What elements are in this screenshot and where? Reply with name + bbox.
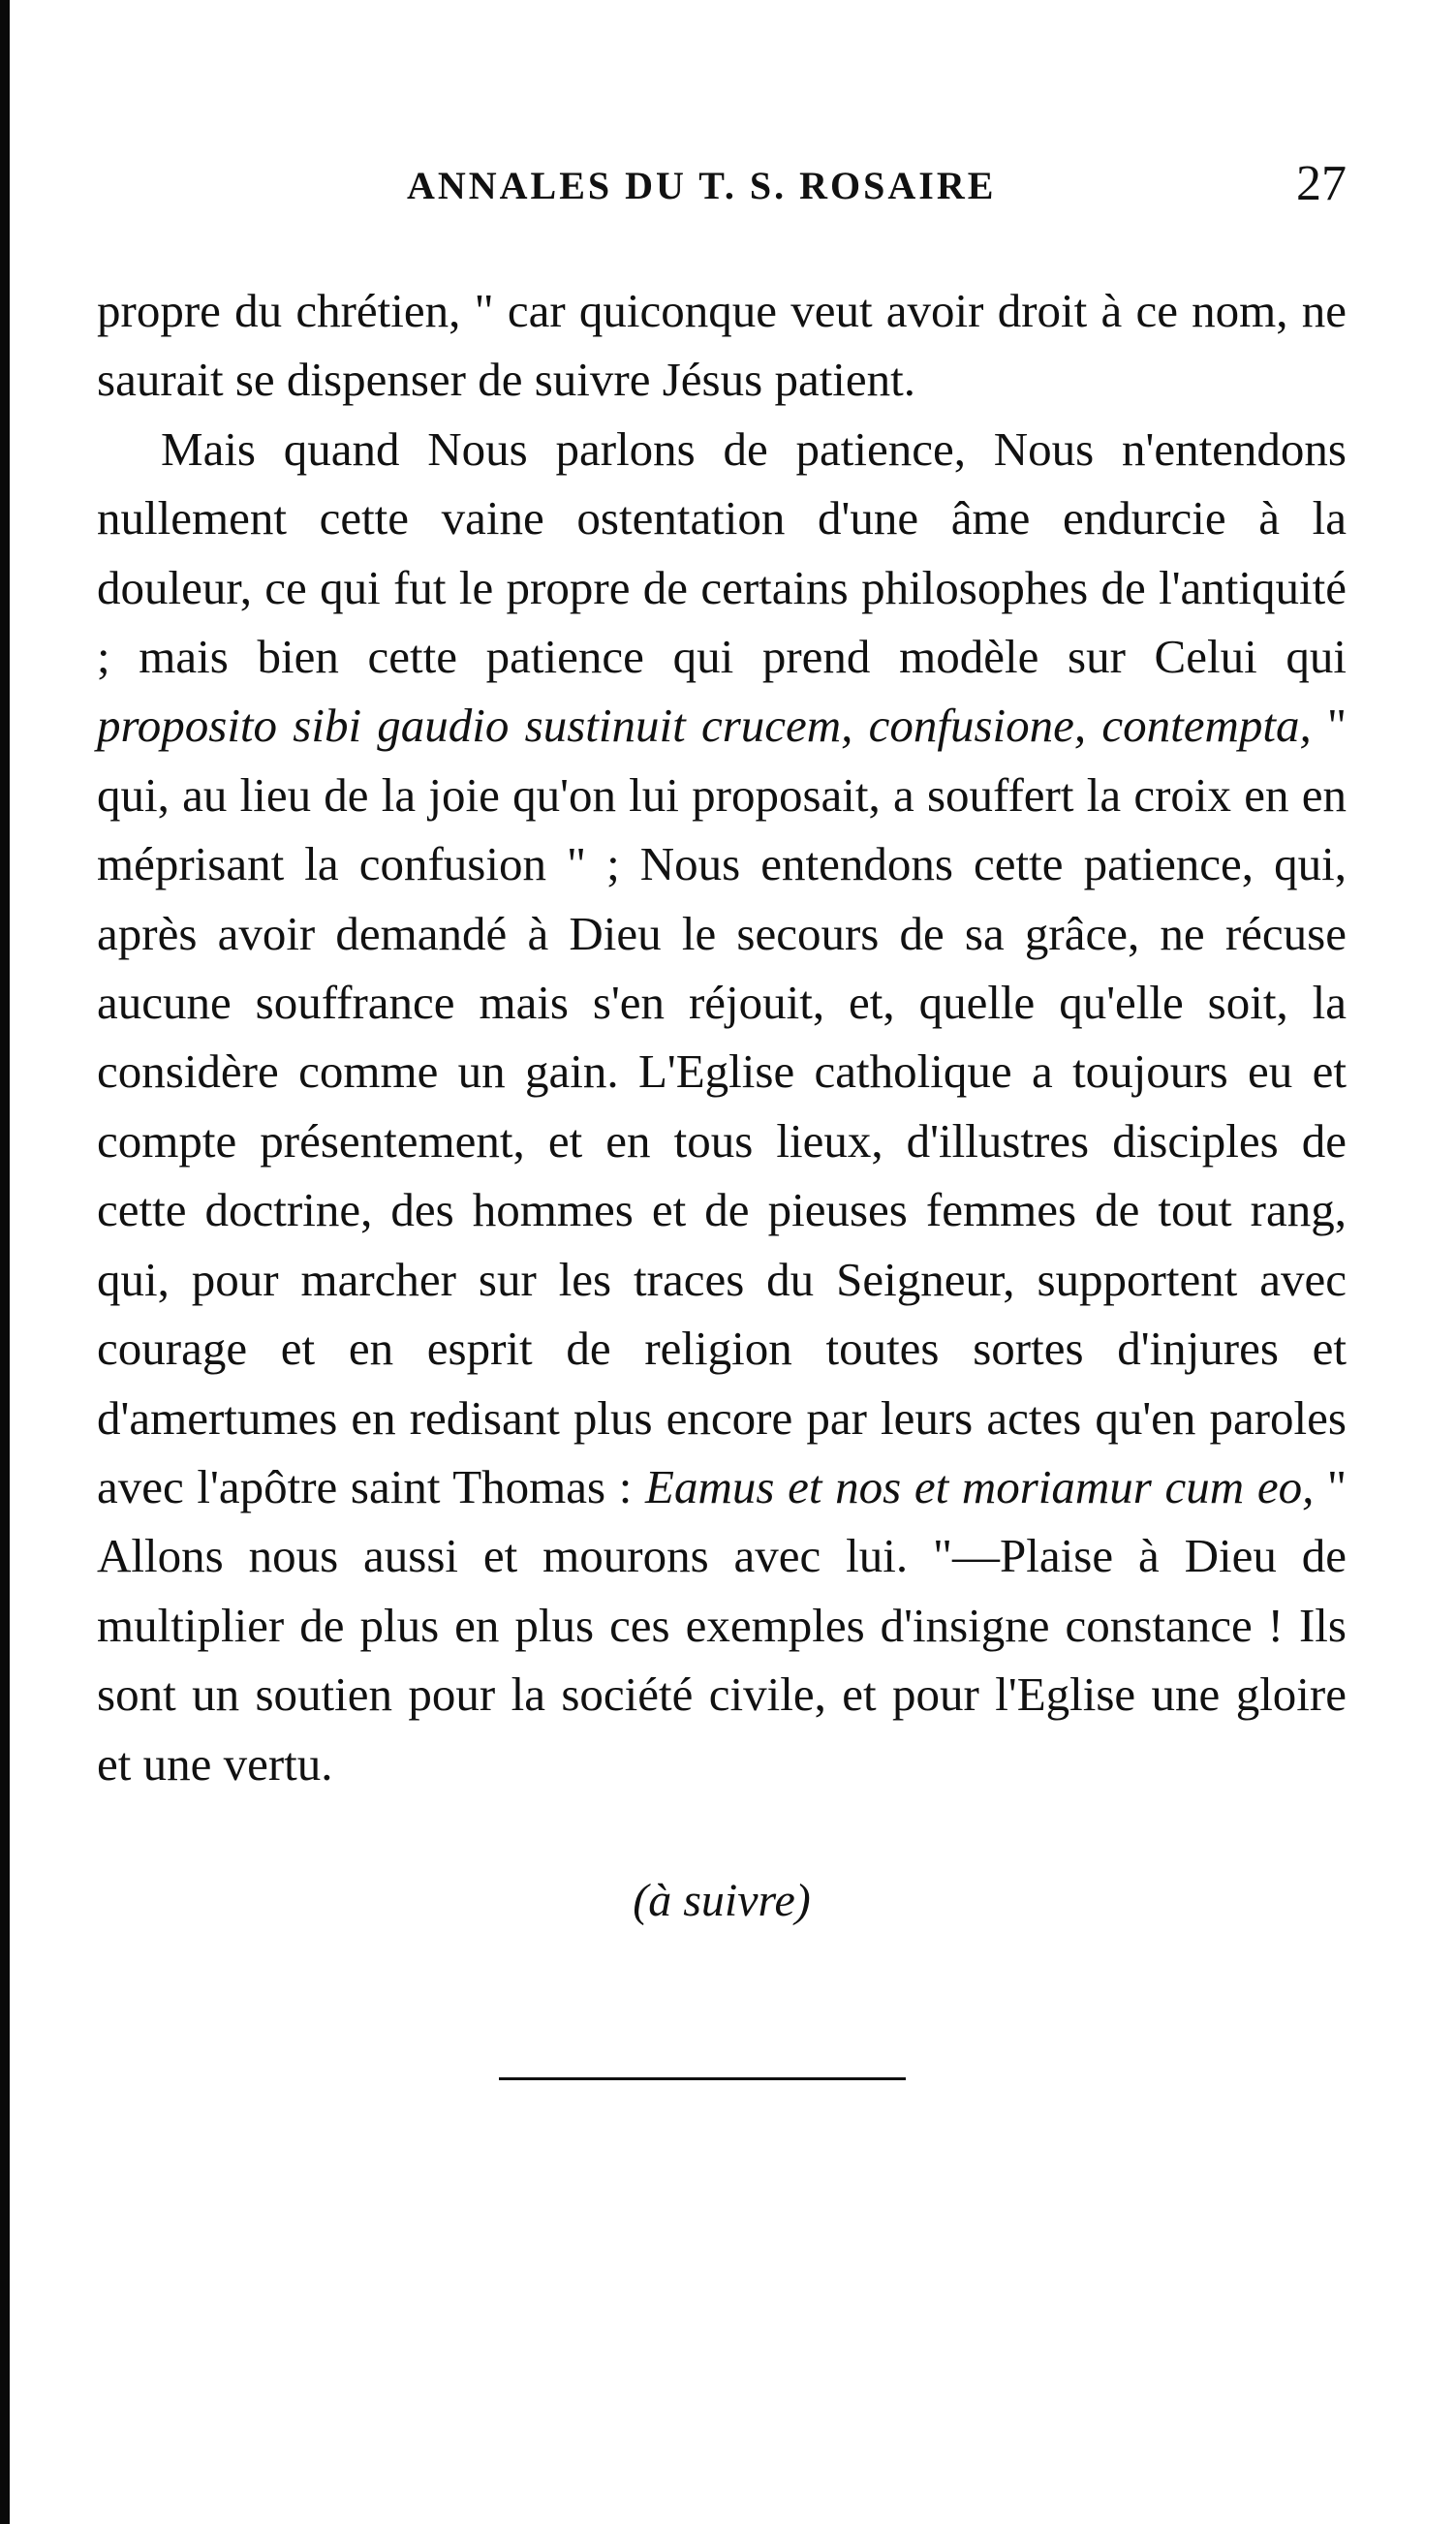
running-title: ANNALES DU T. S. ROSAIRE — [407, 164, 997, 207]
paragraph-2-text-b: " qui, au lieu de la joie qu'on lui proposait, a souffert la croix en en méprisant la confusion " ; Nous entendons cette patience, qui, après avoir demandé à Dieu le secours de sa grâce, ne récuse aucune souffrance mais s'en réjouit, et, quelle qu'elle soit, la considère comme un gain. L'Eglise catholique a toujours eu et compte présentement, et en tous lieux, d'illustres disciples de cette doctrine, des hommes et de pieuses femmes de tout rang, qui, pour marcher sur les traces du Seigneur, supportent avec courage et en esprit de religion toutes sortes d'injures et d'amertumes en redisant plus encore par leurs actes qu'en paroles avec l'apôtre saint Thomas : — [97, 699, 1347, 1513]
paragraph-2-text-a: Mais quand Nous parlons de patience, Nous n'entendons nullement cette vaine ostentation d'une âme endurcie à la douleur, ce qui fut le propre de certains philosophes de l'antiquité ; mais bien cette patience qui prend modèle sur Celui qui — [97, 421, 1347, 684]
latin-quote-hebrews: proposito sibi gaudio sustinuit crucem, confusione, contempta, — [97, 699, 1312, 753]
latin-quote-thomas: Eamus et nos et moriamur cum eo, — [645, 1459, 1315, 1513]
book-page — [97, 145, 1347, 2080]
paragraph-2-text-c: " Allons nous aussi et mourons avec lui. "—Plaise à Dieu de multiplier de plus en plus ces exemples d'insigne constance ! Ils sont un soutien pour la société civile, et pour l'Eglise une gloire et une vertu. — [97, 1459, 1347, 1791]
paragraph-2 — [97, 415, 1347, 1798]
paragraph-1-text: propre du chrétien, " car quiconque veut avoir droit à ce nom, ne saurait se dispenser de suivre Jésus patient. — [97, 284, 1347, 407]
binding-edge — [0, 0, 10, 2524]
page-number: 27 — [1296, 156, 1347, 211]
to-be-continued: (à suivre) — [633, 1874, 811, 1926]
body-text — [97, 276, 1347, 1798]
end-rule — [499, 2077, 906, 2080]
running-head — [97, 145, 1347, 223]
paragraph-1 — [97, 276, 1347, 415]
